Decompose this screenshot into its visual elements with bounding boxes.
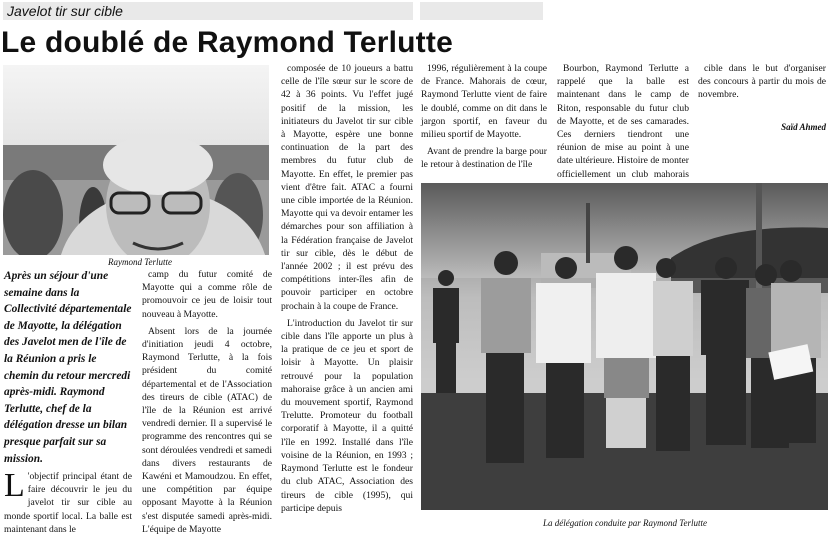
column-2-para-2: Absent lors de la journée d'initiation jeudi 4 octobre, Raymond Terlutte, à la fois président du comité départemental et de l'Association des tireurs de cible (ATAC) de l'île de la Réunion est arrivé vendredi dernier. Il a supervisé le programme des rencontres qui se sont déroulées vendredi et samedi dans divers restaurants de Kawéni et Mamoudzou. En effet, une compétition par équipe opposant Mayotte à la Réunion s'est disputée samedi après-midi. L'équipe de Mayotte <box>142 325 273 535</box>
column-1-text: 'objectif principal étant de faire découvrir le jeu du javelot tir sur cible au monde sportif local. La balle est maintenant dans le <box>4 471 132 535</box>
column-2 <box>142 268 272 540</box>
column-6 <box>698 62 826 106</box>
group-photo-image <box>421 183 828 510</box>
column-5-para-1: Bourbon, Raymond Terlutte a rappelé que la balle est maintenant dans le camp de Riton, responsable du futur club de Mayotte, et de ses camarades. Ces derniers tiendront une réunion de mise au point à une date ultérieure. Histoire de monter officiellement un club mahorais <box>557 63 689 180</box>
column-4-para-1: 1996, régulièrement à la coupe de France. Mahorais de cœur, Raymond Terlutte vient de faire le doublé, comme on dit dans le jargon sportif, en faveur du milieu sportif de Mayotte. <box>421 63 547 141</box>
column-3-para-1: composée de 10 joueurs a battu celle de l'île sœur sur le score de 42 à 36 points. Vu l'effet jugé positif de la mission, les initiateurs du Javelot tir sur cible à Mayotte, espère une bonne continuation de la part des membres du futur club de Mayotte. En effet, le premier pas vient d'être fait. ATAC a fourni une cible importée de la Réunion. Mayotte qui va devoir entamer les démarches pour son affiliation à la Fédération française de Javelot tir sur cible, dès le début de l'année 2002 ; il est prévu des compétitions inter-îles afin de pouvoir participer en octobre prochain à la coupe de France. <box>281 63 413 312</box>
column-5 <box>557 62 689 198</box>
author-signature: Saïd Ahmed <box>781 122 826 132</box>
column-4 <box>421 62 547 176</box>
column-1-body <box>4 467 132 536</box>
column-3-para-2: L'introduction du Javelot tir sur cible dans l'île apporte un plus à la pratique de ce jeu et sport de loisir à Mayotte. Un plaisir retrouvé pour la population mahoraise grâce à un ancien ami du mouvement sportif, Raymond Trelutte. Promoteur du football corporatif à Mayotte, il a quitté l'île en 1992. Installé dans l'île voisine de la Réunion, en 1993 ; Raymond Terlutte est le fondeur du club ATAC, Association des tireurs de cible (1995), qui participe depuis <box>281 317 413 514</box>
column-4-para-2: Avant de prendre la barge pour le retour à destination de l'île <box>421 146 547 171</box>
drop-cap: L <box>4 467 25 504</box>
kicker-bar <box>420 2 543 20</box>
headline: Le doublé de Raymond Terlutte <box>1 26 453 59</box>
group-photo <box>421 183 828 510</box>
portrait-caption: Raymond Terlutte <box>108 257 172 267</box>
portrait-photo-image <box>3 65 269 255</box>
group-caption: La délégation conduite par Raymond Terlutte <box>543 518 707 528</box>
portrait-photo <box>3 65 269 255</box>
column-3 <box>281 62 413 519</box>
column-6-para-1: cible dans le but d'organiser des concours à partir du mois de novembre. <box>698 63 826 101</box>
section-kicker: Javelot tir sur cible <box>3 2 413 20</box>
column-2-para-1: camp du futur comité de Mayotte qui a comme rôle de promouvoir ce jeu de loisir tout nouveau à Mayotte. <box>142 269 272 320</box>
lead-paragraph: Après un séjour d'une semaine dans la Collectivité départementale de Mayotte, la délégation des Javelot men de l'île de la Réunion a pris le chemin du retour mercredi après-midi. Raymond Terlutte, chef de la délégation dresse un bilan presque parfait sur sa mission. <box>4 270 132 465</box>
